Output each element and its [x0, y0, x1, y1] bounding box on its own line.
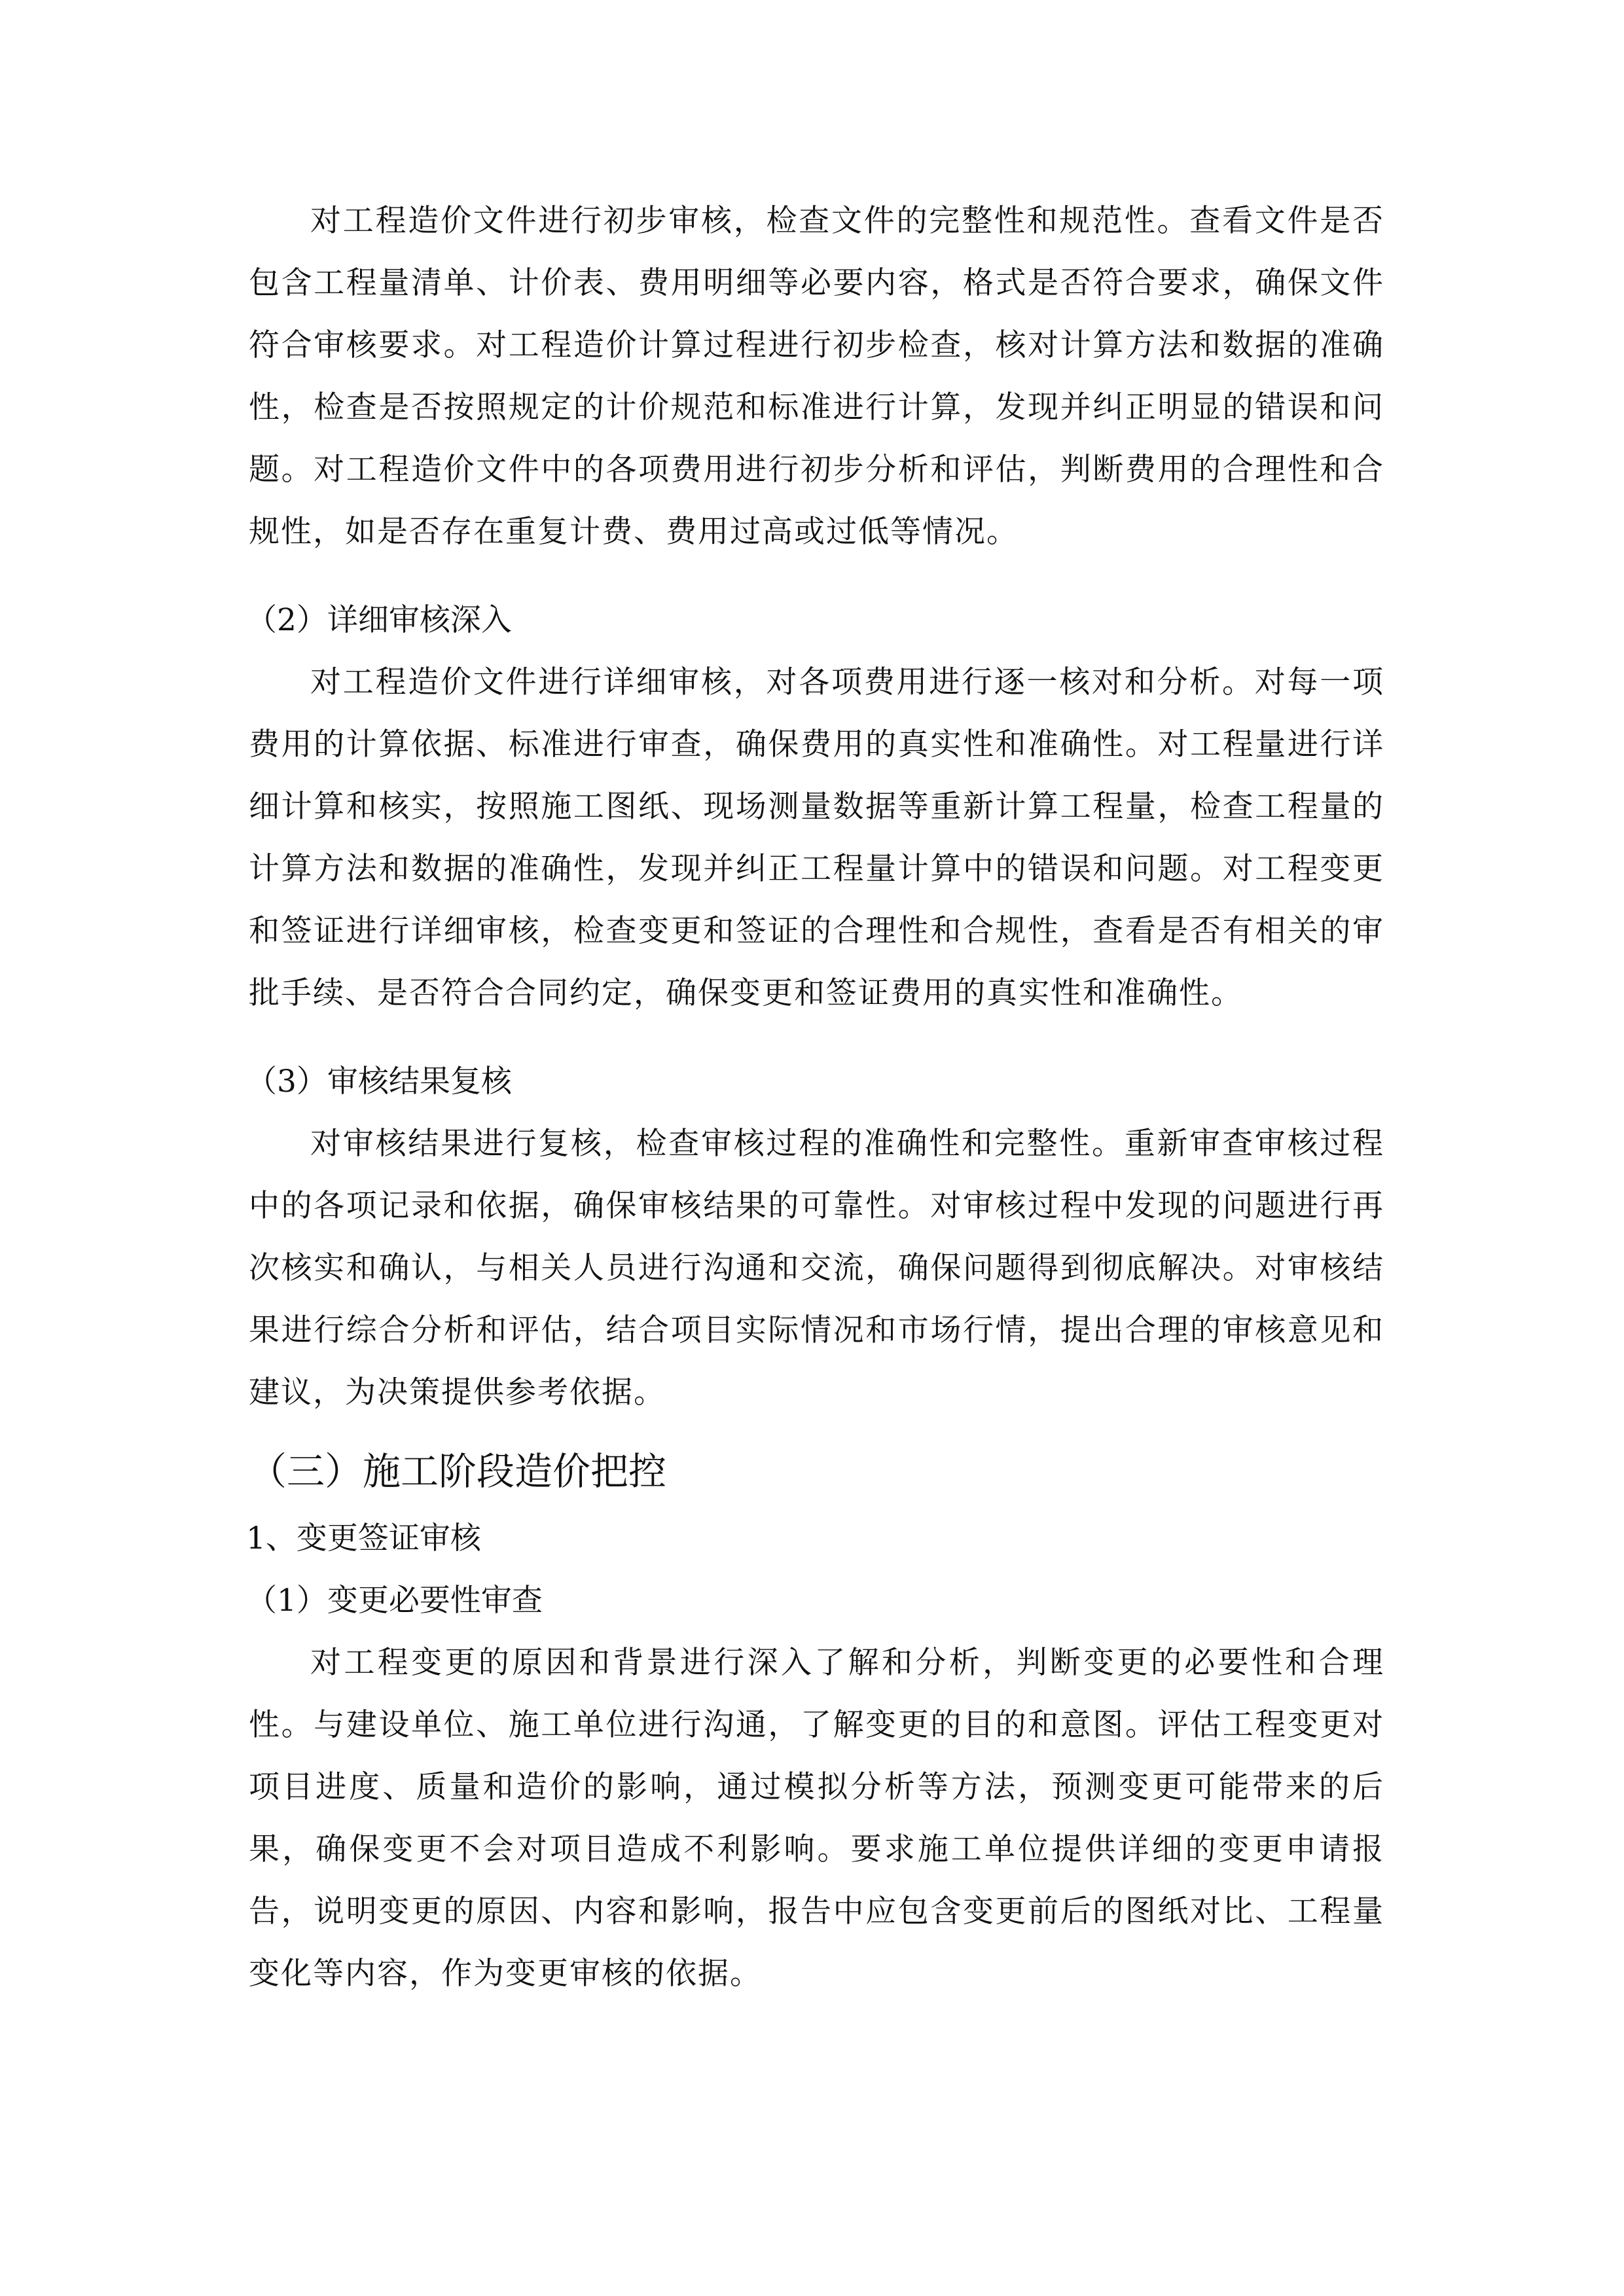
paragraph-preliminary-review: 对工程造价文件进行初步审核，检查文件的完整性和规范性。查看文件是否包含工程量清单、计价表、费用明细等必要内容，格式是否符合要求，确保文件符合审核要求。对工程造价计算过程进行初步检查，核对计算方法和数据的准确性，检查是否按照规定的计价规范和标准进行计算，发现并纠正明显的错误和问题。对工程造价文件中的各项费用进行初步分析和评估，判断费用的合理性和合规性，如是否存在重复计费、费用过高或过低等情况。: [249, 203, 1384, 550]
document-page: [246, 190, 1384, 2005]
paragraph-detailed-review: 对工程造价文件进行详细审核，对各项费用进行逐一核对和分析。对每一项费用的计算依据、标准进行审查，确保费用的真实性和准确性。对工程量进行详细计算和核实，按照施工图纸、现场测量数据等重新计算工程量，检查工程量的计算方法和数据的准确性，发现并纠正工程量计算中的错误和问题。对工程变更和签证进行详细审核，检查变更和签证的合理性和合规性，查看是否有相关的审批手续、是否符合合同约定，确保变更和签证费用的真实性和准确性。: [249, 664, 1384, 1011]
item-heading-change-visa: 1、变更签证审核: [246, 1520, 481, 1556]
paragraph-result-recheck: 对审核结果进行复核，检查审核过程的准确性和完整性。重新审查审核过程中的各项记录和依据，确保审核结果的可靠性。对审核过程中发现的问题进行再次核实和确认，与相关人员进行沟通和交流，确保问题得到彻底解决。对审核结果进行综合分析和评估，结合项目实际情况和市场行情，提出合理的审核意见和建议，为决策提供参考依据。: [249, 1126, 1384, 1410]
subheading-result-recheck: （3）审核结果复核: [246, 1064, 512, 1100]
subheading-detailed-review: （2）详细审核深入: [246, 602, 512, 638]
paragraph-change-necessity: 对工程变更的原因和背景进行深入了解和分析，判断变更的必要性和合理性。与建设单位、施工单位进行沟通，了解变更的目的和意图。评估工程变更对项目进度、质量和造价的影响，通过模拟分析等方法，预测变更可能带来的后果，确保变更不会对项目造成不利影响。要求施工单位提供详细的变更申请报告，说明变更的原因、内容和影响，报告中应包含变更前后的图纸对比、工程量变化等内容，作为变更审核的依据。: [249, 1645, 1384, 1992]
spacer: [249, 563, 1384, 589]
section-heading-construction-stage: （三）施工阶段造价把控: [249, 1449, 667, 1494]
subheading-change-necessity: （1）变更必要性审查: [246, 1583, 543, 1619]
spacer: [249, 1024, 1384, 1050]
